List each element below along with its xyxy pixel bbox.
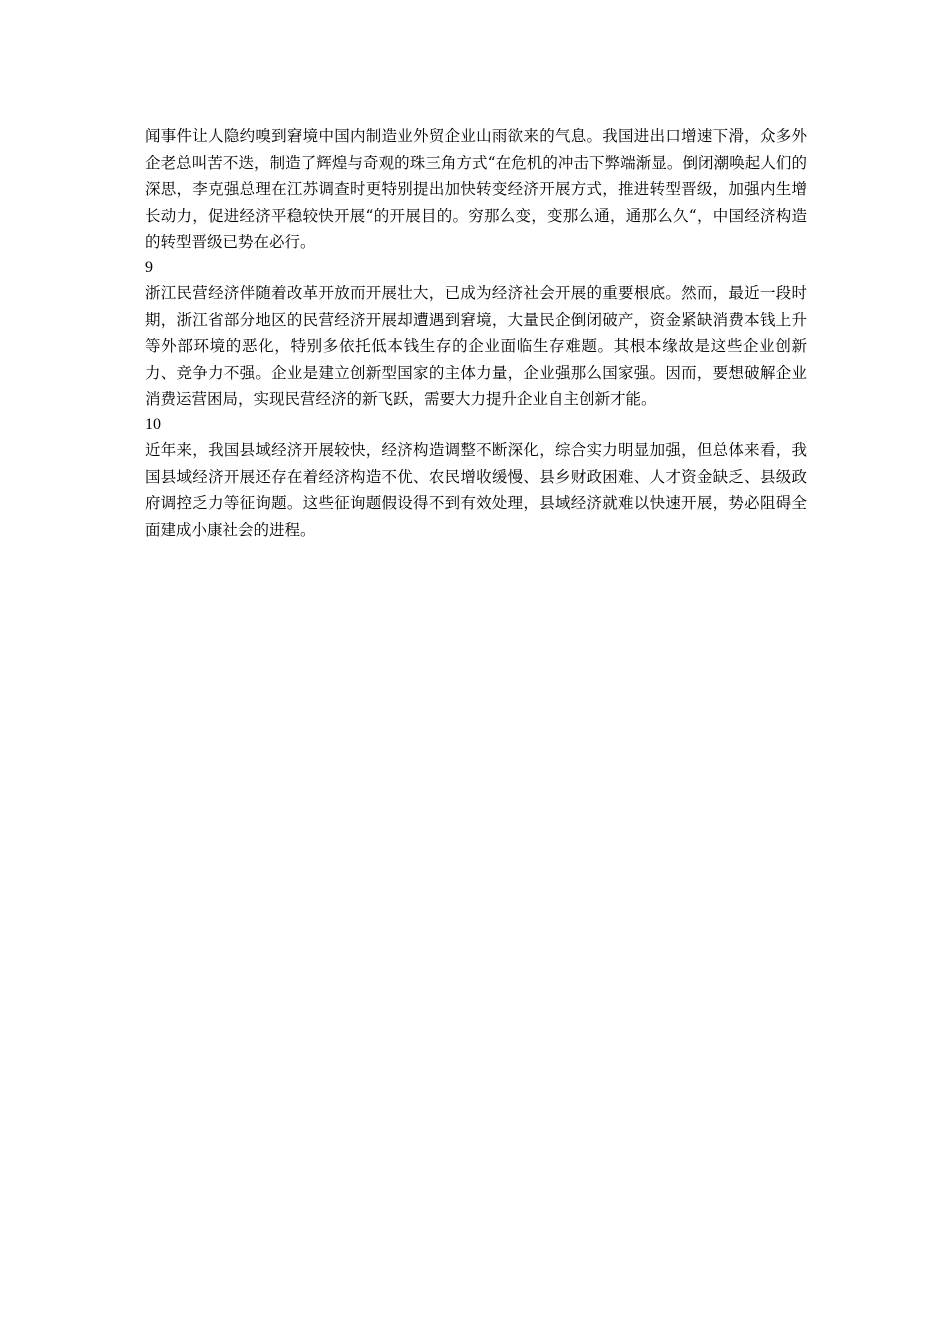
document-page [145, 123, 807, 543]
section-number-9: 9 [145, 258, 153, 276]
paragraph-2: 浙江民营经济伴随着改革开放而开展壮大，已成为经济社会开展的重要根底。然而，最近一段时期，浙江省部分地区的民营经济开展却遭遇到窘境，大量民企倒闭破产，资金紧缺消费本钱上升等外部环境的恶化，特别多依托低本钱生存的企业面临生存难题。其根本缘故是这些企业创新力、竞争力不强。企业是建立创新型国家的主体力量，企业强那么国家强。因而，要想破解企业消费运营困局，实现民营经济的新飞跃，需要大力提升企业自主创新才能。 [145, 283, 807, 409]
section-number-10: 10 [145, 415, 161, 433]
paragraph-3: 近年来，我国县域经济开展较快，经济构造调整不断深化，综合实力明显加强，但总体来看，我国县域经济开展还存在着经济构造不优、农民增收缓慢、县乡财政困难、人才资金缺乏、县级政府调控乏力等征询题。这些征询题假设得不到有效处理，县域经济就难以快速开展，势必阻碍全面建成小康社会的进程。 [145, 440, 807, 539]
paragraph-1: 闻事件让人隐约嗅到窘境中国内制造业外贸企业山雨欲来的气息。我国进出口增速下滑，众多外企老总叫苦不迭，制造了辉煌与奇观的珠三角方式“在危机的冲击下弊端渐显。倒闭潮唤起人们的深思，李克强总理在江苏调查时更特别提出加快转变经济开展方式，推进转型晋级，加强内生增长动力，促进经济平稳较快开展“的开展目的。穷那么变，变那么通，通那么久“，中国经济构造的转型晋级已势在必行。 [145, 127, 807, 252]
